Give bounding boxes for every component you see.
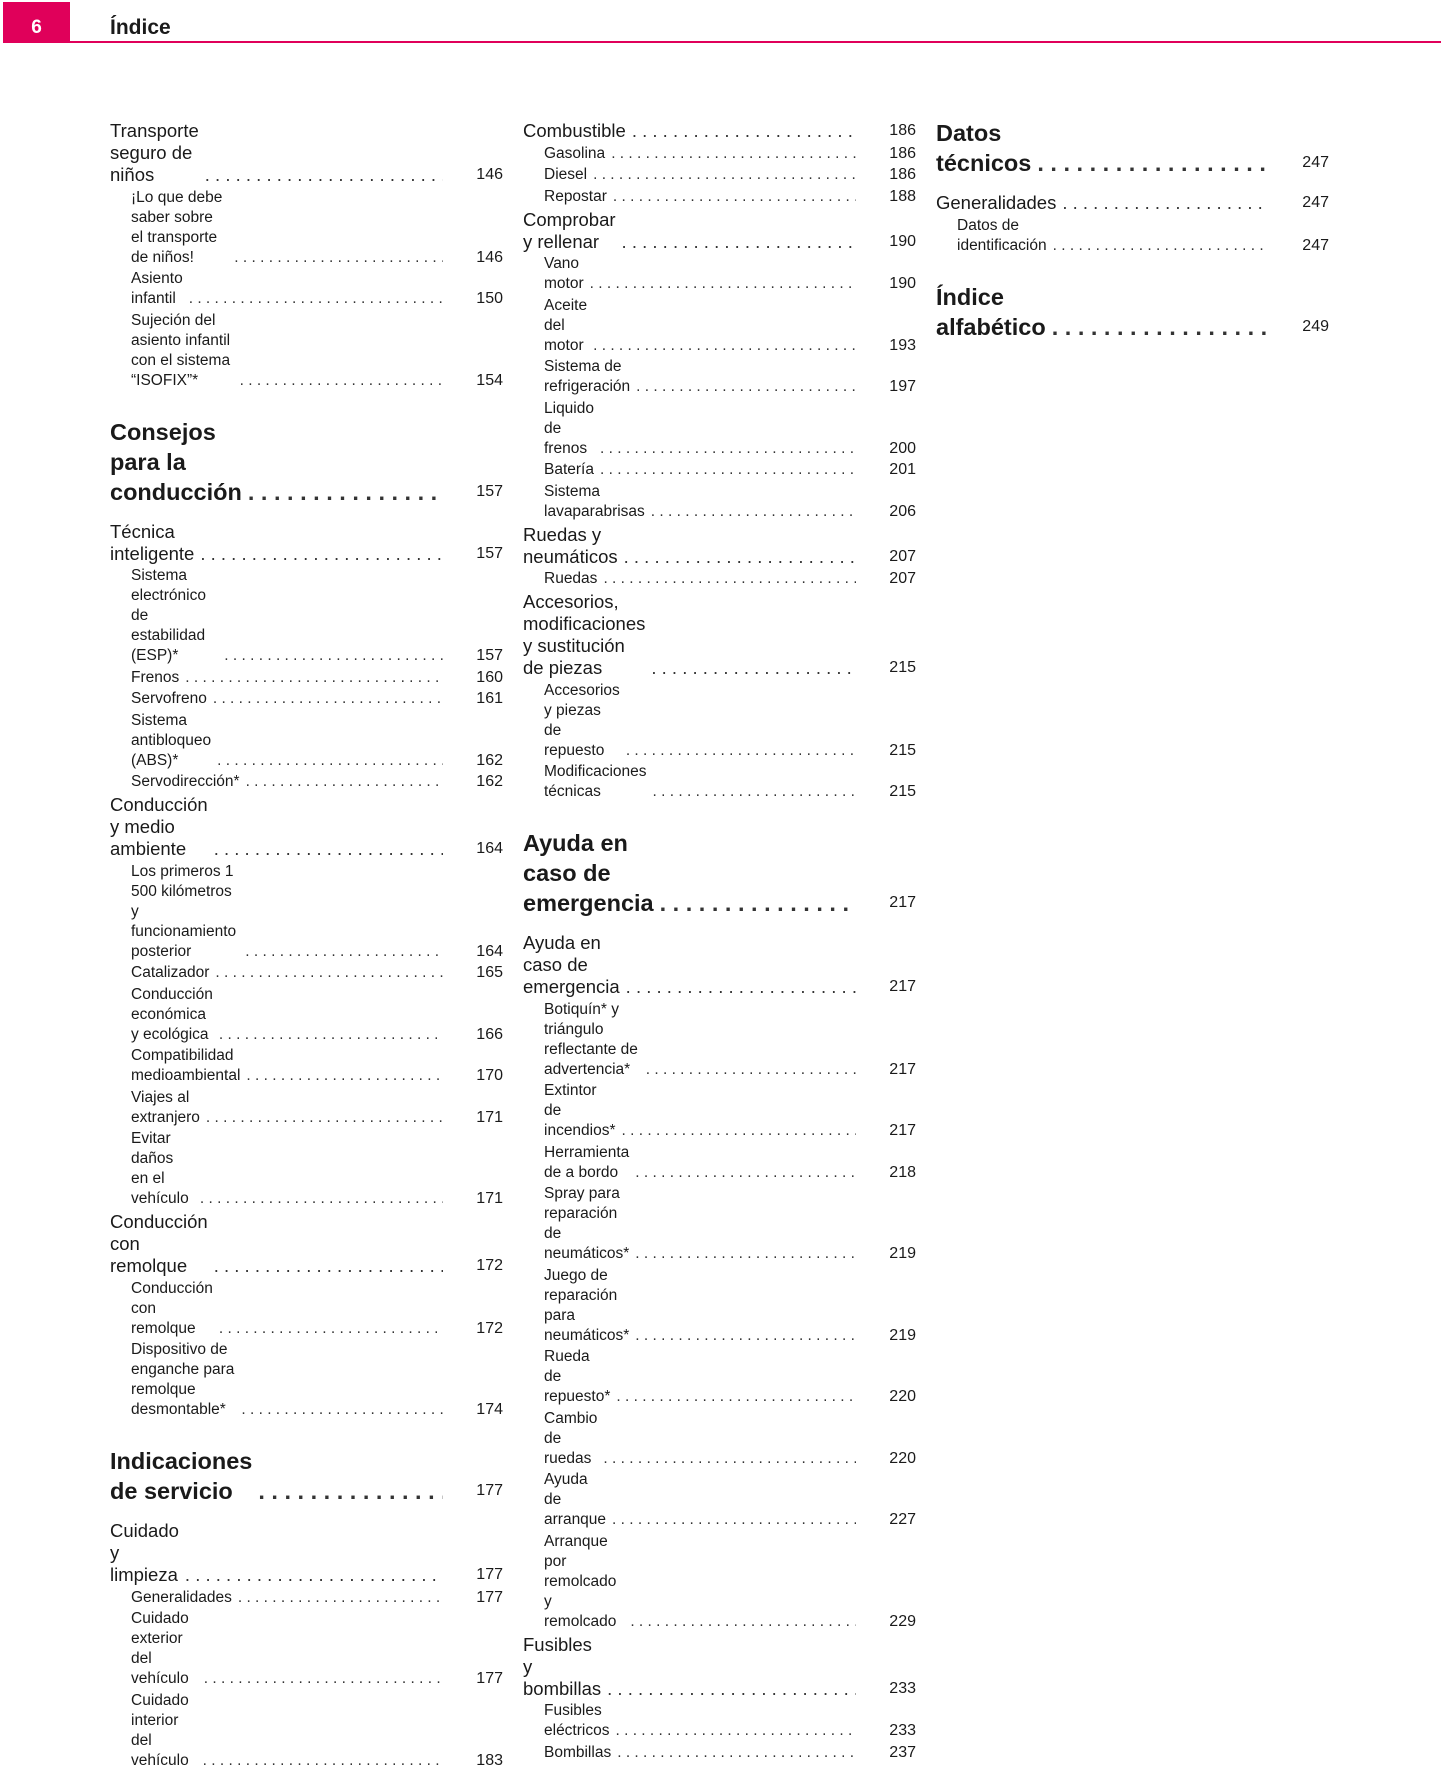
toc-entry-title: Bombillas — [544, 1743, 612, 1761]
toc-entry-title: Ayuda en caso de emergencia — [523, 830, 654, 916]
toc-section-entry[interactable] — [131, 689, 503, 709]
toc-page-number: 190 — [889, 232, 916, 250]
toc-leader-dots — [626, 741, 856, 761]
toc-section-entry[interactable] — [131, 1588, 503, 1608]
toc-entry-title: Comprobar y rellenar — [523, 208, 616, 252]
toc-section-entry[interactable] — [544, 1266, 916, 1346]
toc-leader-dots — [241, 1400, 443, 1420]
toc-part-heading[interactable] — [110, 417, 503, 507]
toc-section-entry[interactable] — [131, 1088, 503, 1128]
toc-chapter-entry[interactable] — [110, 120, 503, 186]
toc-page-number: 249 — [1302, 317, 1329, 335]
toc-page-number: 177 — [476, 1566, 503, 1583]
toc-section-entry[interactable] — [957, 216, 1329, 256]
toc-section-entry[interactable] — [131, 1279, 503, 1339]
toc-entry-title: Índice alfabético — [936, 283, 1046, 340]
page-number: 6 — [3, 2, 70, 43]
toc-chapter-entry[interactable] — [523, 120, 916, 142]
toc-entry-title: Herramienta de a bordo — [544, 1143, 630, 1181]
toc-entry-title: Datos técnicos — [936, 120, 1032, 176]
toc-page-number: 233 — [889, 1679, 916, 1697]
toc-page-number: 215 — [889, 783, 916, 800]
toc-page-number: 161 — [476, 690, 503, 707]
toc-section-entry[interactable] — [131, 311, 503, 391]
toc-leader-dots — [1062, 192, 1269, 214]
toc-section-entry[interactable] — [544, 296, 916, 356]
toc-section-entry[interactable] — [131, 963, 503, 983]
toc-leader-dots — [185, 668, 443, 688]
toc-leader-dots — [617, 1743, 856, 1763]
toc-page-number: 174 — [476, 1401, 503, 1418]
toc-chapter-entry[interactable] — [936, 192, 1329, 214]
toc-entry-title: Spray para reparación de neumáticos* — [544, 1185, 630, 1262]
toc-entry-title: Generalidades — [131, 1588, 232, 1606]
toc-entry-title: Fusibles y bombillas — [523, 1633, 602, 1699]
toc-page-number: 227 — [889, 1511, 916, 1528]
page-header — [0, 0, 1445, 45]
toc-section-entry[interactable] — [544, 399, 916, 459]
toc-chapter-entry[interactable] — [523, 932, 916, 998]
toc-page-number: 154 — [476, 371, 503, 389]
toc-entry-title: Conducción con remolque — [131, 1279, 213, 1337]
toc-leader-dots — [635, 1326, 856, 1346]
toc-chapter-entry[interactable] — [110, 794, 503, 860]
toc-entry-title: Técnica inteligente — [110, 520, 195, 564]
toc-section-entry[interactable] — [544, 1347, 916, 1407]
toc-entry-title: Aceite del motor — [544, 296, 588, 354]
toc-page-number: 165 — [476, 964, 503, 981]
toc-page-number: 183 — [476, 1751, 503, 1769]
toc-entry-title: Conducción económica y ecológica — [131, 985, 213, 1043]
toc-section-entry[interactable] — [544, 1081, 916, 1141]
toc-section-entry[interactable] — [131, 1129, 503, 1209]
toc-page-number: 186 — [889, 122, 916, 139]
toc-page-number: 160 — [476, 668, 503, 686]
toc-entry-title: Accesorios y piezas de repuesto — [544, 681, 620, 759]
toc-leader-dots — [651, 657, 856, 679]
toc-section-entry[interactable] — [544, 482, 916, 522]
toc-page-number: 186 — [889, 144, 916, 162]
toc-entry-title: Viajes al extranjero — [131, 1088, 200, 1126]
toc-section-entry[interactable] — [544, 1743, 916, 1763]
header-divider — [3, 41, 1441, 43]
toc-entry-title: Accesorios, modificaciones y sustitución de piezas — [523, 591, 646, 678]
toc-entry-title: Ruedas — [544, 570, 598, 587]
toc-page-number: 186 — [889, 166, 916, 183]
toc-leader-dots — [593, 165, 856, 185]
toc-page-number: 201 — [889, 461, 916, 478]
toc-leader-dots — [653, 782, 856, 802]
toc-leader-dots — [616, 1387, 856, 1407]
toc-leader-dots — [206, 1108, 443, 1128]
toc-leader-dots — [205, 164, 443, 186]
toc-leader-dots — [1052, 312, 1269, 342]
toc-page-number: 170 — [476, 1067, 503, 1084]
toc-section-entry[interactable] — [131, 269, 503, 309]
toc-page-number: 162 — [476, 773, 503, 790]
toc-page-number: 172 — [476, 1319, 503, 1337]
toc-page-number: 177 — [476, 1670, 503, 1687]
toc-leader-dots — [238, 1588, 443, 1608]
toc-entry-title: Cambio de ruedas — [544, 1409, 598, 1467]
toc-entry-title: Diesel — [544, 166, 588, 183]
toc-part-heading[interactable] — [936, 282, 1329, 342]
toc-part-heading[interactable] — [936, 118, 1329, 178]
toc-leader-dots — [203, 1751, 443, 1771]
toc-leader-dots — [1053, 236, 1269, 256]
toc-page-number: 220 — [889, 1449, 916, 1467]
toc-leader-dots — [217, 751, 443, 771]
toc-section-entry[interactable] — [544, 681, 916, 761]
toc-entry-title: Conducción y medio ambiente — [110, 794, 208, 859]
toc-column-3 — [936, 118, 1329, 356]
toc-leader-dots — [612, 1510, 856, 1530]
toc-page-number: 247 — [1302, 154, 1329, 171]
toc-entry-title: Vano motor — [544, 255, 584, 292]
toc-entry-title: Juego de reparación para neumáticos* — [544, 1266, 630, 1344]
toc-leader-dots — [630, 1612, 856, 1632]
toc-leader-dots — [214, 1255, 443, 1277]
toc-entry-title: Modificaciones técnicas — [544, 763, 647, 800]
toc-page-number: 164 — [476, 942, 503, 960]
toc-page-number: 218 — [889, 1163, 916, 1181]
toc-page-number: 193 — [889, 336, 916, 354]
toc-leader-dots — [636, 377, 856, 397]
toc-section-entry[interactable] — [131, 711, 503, 771]
toc-entry-title: Liquido de frenos — [544, 399, 594, 457]
toc-page-number: 164 — [476, 840, 503, 857]
toc-page-number: 207 — [889, 547, 916, 565]
toc-page-number: 146 — [476, 248, 503, 266]
toc-page-number: 172 — [476, 1257, 503, 1274]
toc-chapter-entry[interactable] — [110, 521, 503, 565]
toc-entry-title: Cuidado exterior del vehículo — [131, 1610, 189, 1687]
toc-chapter-entry[interactable] — [523, 591, 916, 679]
toc-entry-title: Sistema electrónico de estabilidad (ESP)* — [131, 567, 206, 664]
toc-leader-dots — [635, 1244, 856, 1264]
page-title: Índice — [110, 16, 171, 39]
toc-section-entry[interactable] — [131, 985, 503, 1045]
toc-leader-dots — [200, 1189, 443, 1209]
toc-leader-dots — [204, 1669, 443, 1689]
toc-leader-dots — [660, 888, 856, 918]
toc-leader-dots — [1037, 148, 1269, 178]
toc-entry-title: Cuidado y limpieza — [110, 1520, 179, 1585]
toc-page-number: 217 — [889, 894, 916, 911]
toc-leader-dots — [593, 336, 856, 356]
toc-leader-dots — [185, 1564, 443, 1586]
toc-part-heading[interactable] — [110, 1446, 503, 1506]
toc-page-number: 157 — [476, 544, 503, 562]
toc-page-number: 162 — [476, 751, 503, 769]
toc-column-2 — [523, 118, 916, 1763]
toc-entry-title: Dispositivo de enganche para remolque desmontable* — [131, 1341, 235, 1418]
toc-page-number: 215 — [889, 741, 916, 759]
toc-leader-dots — [632, 120, 856, 142]
toc-leader-dots — [258, 1476, 443, 1506]
toc-leader-dots — [635, 1163, 856, 1183]
toc-leader-dots — [622, 231, 856, 253]
toc-leader-dots — [189, 289, 443, 309]
toc-entry-title: Sistema lavaparabrisas — [544, 482, 645, 520]
toc-entry-title: Arranque por remolcado y remolcado — [544, 1532, 617, 1630]
toc-entry-title: ¡Lo que debe saber sobre el transporte de niños! — [131, 188, 223, 266]
toc-section-entry[interactable] — [544, 254, 916, 294]
toc-leader-dots — [214, 838, 443, 860]
toc-leader-dots — [215, 963, 443, 983]
toc-chapter-entry[interactable] — [110, 1520, 503, 1586]
toc-page-number: 215 — [889, 659, 916, 676]
toc-entry-title: Evitar daños en el vehículo — [131, 1130, 189, 1207]
toc-entry-title: Compatibilidad medioambiental — [131, 1047, 241, 1084]
toc-section-entry[interactable] — [544, 357, 916, 397]
toc-entry-title: Transporte seguro de niños — [110, 120, 199, 185]
toc-chapter-entry[interactable] — [110, 1211, 503, 1277]
toc-leader-dots — [219, 1025, 443, 1045]
toc-leader-dots — [246, 772, 443, 792]
toc-leader-dots — [245, 942, 443, 962]
toc-entry-title: Frenos — [131, 668, 180, 686]
toc-leader-dots — [603, 569, 856, 589]
toc-section-entry[interactable] — [544, 569, 916, 589]
toc-entry-title: Gasolina — [544, 144, 606, 162]
toc-leader-dots — [600, 439, 856, 459]
toc-page-number: 188 — [889, 187, 916, 205]
toc-leader-dots — [624, 546, 856, 568]
toc-leader-dots — [611, 144, 856, 164]
toc-entry-title: Cuidado interior del vehículo — [131, 1691, 189, 1769]
toc-page-number: 171 — [476, 1108, 503, 1126]
toc-section-entry[interactable] — [544, 1000, 916, 1080]
toc-entry-title: Batería — [544, 461, 594, 478]
toc-chapter-entry[interactable] — [523, 209, 916, 253]
toc-entry-title: Indicaciones de servicio — [110, 1448, 253, 1504]
toc-entry-title: Generalidades — [936, 192, 1057, 213]
toc-page-number: 237 — [889, 1743, 916, 1761]
toc-section-entry[interactable] — [131, 566, 503, 666]
toc-page-number: 229 — [889, 1612, 916, 1630]
toc-entry-title: Combustible — [523, 120, 626, 141]
toc-page-number: 157 — [476, 482, 503, 500]
toc-leader-dots — [219, 1319, 443, 1339]
toc-entry-title: Extintor de incendios* — [544, 1082, 616, 1139]
toc-page-number: 233 — [889, 1722, 916, 1739]
toc-leader-dots — [651, 502, 856, 522]
toc-leader-dots — [603, 1449, 856, 1469]
toc-entry-title: Servodirección* — [131, 773, 240, 790]
toc-page-number: 200 — [889, 439, 916, 457]
toc-column-1 — [110, 118, 503, 1771]
toc-page-number: 206 — [889, 502, 916, 520]
toc-section-entry[interactable] — [131, 1691, 503, 1771]
toc-entry-title: Asiento infantil — [131, 270, 183, 307]
toc-part-heading[interactable] — [523, 828, 916, 918]
toc-section-entry[interactable] — [544, 1409, 916, 1469]
toc-section-entry[interactable] — [544, 460, 916, 480]
toc-leader-dots — [646, 1060, 856, 1080]
toc-entry-title: Fusibles eléctricos — [544, 1702, 610, 1739]
toc-section-entry[interactable] — [131, 188, 503, 268]
toc-section-entry[interactable] — [131, 772, 503, 792]
toc-page-number: 157 — [476, 647, 503, 664]
toc-chapter-entry[interactable] — [523, 1634, 916, 1700]
toc-page-number: 146 — [476, 166, 503, 183]
toc-entry-title: Servofreno — [131, 690, 207, 707]
toc-page-number: 219 — [889, 1245, 916, 1262]
toc-entry-title: Botiquín* y triángulo reflectante de advertencia* — [544, 1000, 638, 1078]
toc-leader-dots — [590, 274, 856, 294]
toc-leader-dots — [600, 460, 856, 480]
toc-leader-dots — [213, 689, 443, 709]
toc-leader-dots — [224, 646, 443, 666]
toc-section-entry[interactable] — [544, 1184, 916, 1264]
toc-leader-dots — [622, 1121, 856, 1141]
toc-entry-title: Rueda de repuesto* — [544, 1348, 611, 1405]
toc-section-entry[interactable] — [544, 762, 916, 802]
toc-entry-title: Ayuda de arranque — [544, 1471, 607, 1528]
toc-page-number: 177 — [476, 1588, 503, 1606]
toc-entry-title: Ayuda en caso de emergencia — [523, 932, 620, 997]
toc-leader-dots — [240, 371, 443, 391]
toc-leader-dots — [200, 543, 443, 565]
toc-section-entry[interactable] — [131, 1046, 503, 1086]
toc-section-entry[interactable] — [544, 1701, 916, 1741]
toc-chapter-entry[interactable] — [523, 524, 916, 568]
toc-page-number: 197 — [889, 378, 916, 395]
toc-page-number: 190 — [889, 275, 916, 292]
toc-page-number: 247 — [1302, 236, 1329, 254]
toc-page-number: 177 — [476, 1482, 503, 1499]
toc-leader-dots — [234, 248, 443, 268]
toc-section-entry[interactable] — [131, 1340, 503, 1420]
toc-entry-title: Catalizador — [131, 964, 210, 981]
toc-section-entry[interactable] — [544, 1143, 916, 1183]
toc-entry-title: Sistema de refrigeración — [544, 358, 631, 395]
toc-section-entry[interactable] — [131, 1609, 503, 1689]
toc-page-number: 247 — [1302, 194, 1329, 211]
toc-page-number: 220 — [889, 1388, 916, 1405]
toc-page-number: 217 — [889, 1122, 916, 1139]
toc-page-number: 150 — [476, 290, 503, 307]
toc-section-entry[interactable] — [544, 1532, 916, 1632]
toc-entry-title: Sujeción del asiento infantil con el sistema “ISOFIX”* — [131, 311, 231, 389]
toc-leader-dots — [626, 976, 856, 998]
toc-page-number: 166 — [476, 1025, 503, 1043]
toc-entry-title: Consejos para la conducción — [110, 418, 242, 505]
toc-page-number: 171 — [476, 1190, 503, 1207]
toc-page-number: 207 — [889, 570, 916, 587]
toc-section-entry[interactable] — [544, 165, 916, 185]
toc-section-entry[interactable] — [544, 1470, 916, 1530]
toc-entry-title: Los primeros 1 500 kilómetros y funcionamiento posterior — [131, 862, 237, 960]
toc-page-number: 219 — [889, 1326, 916, 1344]
toc-entry-title: Ruedas y neumáticos — [523, 523, 618, 567]
toc-section-entry[interactable] — [131, 668, 503, 688]
toc-entry-title: Repostar — [544, 187, 607, 205]
toc-leader-dots — [615, 1721, 856, 1741]
toc-entry-title: Conducción con remolque — [110, 1211, 208, 1276]
toc-entry-title: Sistema antibloqueo (ABS)* — [131, 711, 212, 769]
toc-entry-title: Datos de identificación — [957, 216, 1047, 254]
toc-section-entry[interactable] — [131, 862, 503, 962]
toc-section-entry[interactable] — [544, 144, 916, 164]
toc-leader-dots — [248, 477, 443, 507]
toc-page-number: 217 — [889, 1060, 916, 1078]
toc-leader-dots — [607, 1678, 856, 1700]
toc-page-number: 217 — [889, 978, 916, 995]
toc-leader-dots — [613, 187, 856, 207]
toc-leader-dots — [246, 1066, 443, 1086]
toc-section-entry[interactable] — [544, 187, 916, 207]
